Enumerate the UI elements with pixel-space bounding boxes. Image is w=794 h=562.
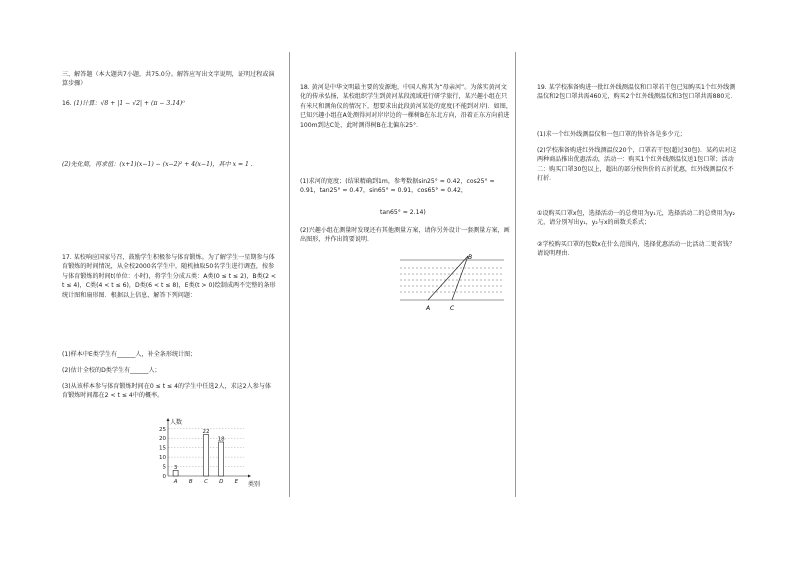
chart-xlabel: 类别 [248,481,261,488]
y-tick-label-20: 20 [159,436,166,443]
q17-question1: (1)样本中E类学生有______人，补全条形统计图； [62,351,197,358]
x-axis-arrow [248,475,251,478]
point-c-label: C [450,305,455,312]
line-cb [452,256,468,300]
q17-stem [62,253,276,300]
column-divider-right [515,52,516,497]
x-tick-label-A: A [173,479,178,485]
q18-stem [300,83,512,130]
q18-question1: (1)求河的宽度；(结果精确到1m，参考数据sin25° ≈ 0.42，cos25° ≈ 0.91，tan25° ≈ 0.47，sin65° ≈ 0.91，cos65° ≈ 0.42， [300,178,495,195]
q18-question1-tail: tan65° ≈ 2.14) [380,209,426,216]
q19-question2: (2)学校准备购进红外线测温仪20个，口罩若干包(超过30包)．某药店对这两种商品推出优惠活动，活动一：购买1个红外线测温仪送1包口罩；活动二：购买口罩30包以上，超出的部分按售价的五折优惠，红外线测温仪不打折． [537,147,737,183]
chart-bars [173,434,224,476]
bar-D [219,442,224,476]
point-b-label: B [468,254,473,261]
y-tick-label-25: 25 [159,426,166,433]
q19-stem-text: 某学校准备购进一批红外线测温仪和口罩若干包已知购买1个红外线测温仪和2包口罩共需460元，购买2个红外线测温仪和3包口罩共需880元． [537,84,737,101]
q18-label: 18. [300,84,310,91]
section-header: 三、解答题（本大题共7小题，共75.0分。解答应写出文字说明，证明过程或演算步骤） [62,71,275,88]
q17-question3: (3)从该样本参与体育锻炼时间在0 ≤ t ≤ 4的学生中任选2人，求这2人参与体育锻炼时间都在2 < t ≤ 4中的概率。 [62,383,272,400]
q16-part1-text: (1)计算：√8 + |1 − √2| + (π − 3.14)⁰ [73,100,185,107]
q18-river-figure [400,254,504,314]
q18-question2: (2)兴趣小组在测量时发现还有其他测量方案，请你另外设计一套测量方案，画出图形，并作出简要说明． [300,227,510,244]
x-tick-label-D: D [219,479,224,485]
q16-part2: (2)先化简，再求值：(x+1)(x−1) − (x−2)² + 4(x−1)，其中 x = 1 . [62,161,253,168]
q19-stem [537,83,739,102]
bar-C [204,434,209,476]
q19-label: 19. [537,84,547,91]
bar-A [173,470,178,476]
line-ab [428,256,468,300]
q16-part1 [62,99,276,108]
q17-label: 17. [62,254,72,261]
point-a-label: A [426,305,431,312]
x-tick-label-C: C [204,479,208,485]
q18-stem-text: 黄河是中华文明最主要的发源地，中国人称其为“母亲河”。为落实黄河文化的传承弘扬，某校组织学生到黄河某段流域进行研学旅行，某兴趣小组在只有米尺和测角仪的情况下，想要求出此段黄河某处的宽度(不能到对岸)．如图，已知兴趣小组在A处测得河对岸岸边的一棵树B在东北方向，沿着正东方向前进100m到达C处，此时测得树B在北偏东25°． [300,84,512,129]
x-tick-label-E: E [234,479,239,485]
x-tick-label-B: B [188,479,193,485]
bar-value-label-A: 3 [173,464,178,471]
bar-value-label-D: 18 [217,436,225,443]
chart-ylabel: 人数 [170,419,183,426]
y-tick-label-0: 0 [162,474,166,480]
q17-question2: (2)估计全校的D类学生有______人； [62,367,161,374]
column-divider-left [289,52,290,497]
q19-question1: (1)求一个红外线测温仪和一包口罩的售价各是多少元； [537,131,686,138]
y-tick-label-15: 15 [159,445,166,452]
q16-label: 16. [62,100,72,107]
bar-value-label-C: 22 [202,428,210,435]
y-tick-label-5: 5 [162,464,166,471]
y-tick-label-10: 10 [159,455,166,462]
q17-bar-chart [148,416,268,488]
q19-question2-part2: ②学校购买口罩的包数x在什么范围内，选择优惠活动一比活动二更省钱？请说明理由． [537,241,735,258]
q19-question2-part1: ①设购买口罩x包，选择活动一的总费用为y₁元，选择活动二的总费用为y₂元，请分别写出y₁，y₂与x的函数关系式； [537,210,735,227]
q17-stem-text: 某校响应国家号召，鼓励学生积极参与体育锻炼。为了解学生一星期参与体育锻炼的时间情况，从全校2000名学生中，随机抽取50名学生进行调查，按参与体育锻炼的时间t(单位：小时)，将学生分成五类：A类(0 ≤ t ≤ 2)，B类(2 < t ≤ 4)，C类(4 < t ≤ 6)，D类(6 < t ≤ 8)，E类(t > 0)绘制成两不完整的条形统计图和扇形图．根据以上信息，解答下列问题： [62,254,276,299]
